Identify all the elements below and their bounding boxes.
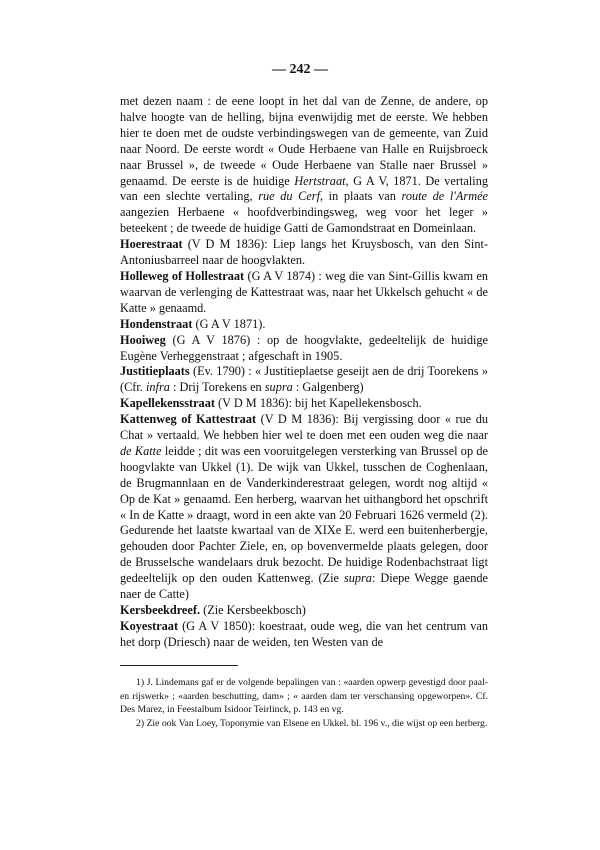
entry-text: : Diepe Wegge gaende naer de Catte)	[120, 571, 488, 602]
entry-heading: Hooiweg	[120, 332, 166, 347]
entry-holleweg	[120, 269, 488, 317]
entry-heading: Koyestraat	[120, 618, 179, 633]
text-run: met dezen naam : de eene loopt in het dal van de Zenne, de andere, op halve hoogte van de helling, bijna evenwijdig met de eerste. We hebben hier te doen met de oudste verbindingswegen van de gemeente, van Zuid naar Noord. De eerste wordt « Oude Herbaene van Halle en Ruijsbroeck naar Brussel », de tweede « Oude Herbaene van Stalle naer Brussel » genaamd. De eerste is de huidige	[120, 94, 488, 188]
italic-term: infra	[145, 380, 170, 395]
entry-heading: Justitieplaats	[120, 364, 190, 379]
italic-term: supra	[343, 571, 372, 586]
italic-term: route de l'Armée	[401, 189, 488, 204]
entry-kersbeekdreef	[120, 603, 488, 619]
entry-text: (Zie Kersbeekbosch)	[200, 603, 306, 617]
entry-heading: Hondenstraat	[120, 316, 193, 331]
text-run: aangezien Herbaene « hoofdverbindingsweg, weg voor het leger » beteekent ; de tweede de huidige Gatti de Gamondstraat en Domeinlaan.	[120, 205, 488, 236]
entry-heading: Hoerestraat	[120, 237, 183, 252]
entry-text: (V D M 1836): Liep langs het Kruysbosch, van den Sint-Antoniusbarreel naar de hoogvlakten.	[120, 237, 488, 268]
entry-koyestraat	[120, 619, 488, 651]
footnotes	[120, 676, 488, 730]
entry-heading: Holleweg of Hollestraat	[120, 268, 245, 283]
entry-text: (G A V 1876) : op de hoogvlakte, gedeeltelijk de huidige Eugène Verheggenstraat ; afgeschaft in 1905.	[120, 332, 488, 363]
entry-text: (G A V 1874) : weg die van Sint-Gillis kwam en waarvan de verlenging de Kattestraat was, naar het Ukkelsch gehucht « de Katte » genaamd.	[120, 268, 488, 315]
text-run: , in plaats van	[319, 189, 402, 204]
entry-text: (V D M 1836): Bij vergissing door « rue du Chat » vertaald. We hebben hier wel te doen met een ouden weg die naar	[120, 412, 489, 443]
entry-kapellekensstraat	[120, 396, 488, 412]
entry-hoerestraat	[120, 237, 488, 269]
entry-text: : Galgenberg)	[292, 380, 364, 395]
entry-text: (G A V 1850): koestraat, oude weg, die van het centrum van het dorp (Driesch) naar de weiden, ten Westen van de	[120, 618, 488, 649]
entry-kattenweg	[120, 412, 488, 603]
entry-heading: Kattenweg of Kattestraat	[120, 412, 257, 427]
footnote-divider	[120, 665, 238, 666]
entry-text: (Ev. 1790) : « Justitieplaetse geseijt aen de drij Toorekens » (Cfr.	[120, 364, 488, 395]
entry-text: (G A V 1871).	[192, 316, 266, 331]
paragraph-herbaene	[120, 94, 488, 237]
main-text	[120, 94, 488, 651]
entry-text: leidde ; dit was een vooruitgelegen versterking van Brussel op de hoogvlakte van Ukkel (1). De wijk van Ukkel, tusschen de Coghenlaan, de Brugmannlaan en de Vanderkinderestraat gelegen, wordt nog altijd « Op de Kat » genaamd. Een herberg, waarvan het uithangbord het opschrift « In de Katte » draagt, word in een akte van 20 Februari 1626 vermeld (2). Gedurende het laatste kwartaal van de XIXe E. werd een buitenherbergje, gehouden door Pachter Ziele, en, op bovenvermelde plaats gelegen, door de Brusselsche wandelaars druk bezocht. De huidige Rodenbachstraat ligt gedeeltelijk op den ouden Kattenweg. (Zie	[120, 443, 488, 586]
entry-justitieplaats	[120, 364, 488, 396]
italic-term: Hertstraat	[294, 173, 346, 188]
page-number: — 242 —	[272, 62, 328, 77]
entry-heading: Kapellekensstraat	[120, 396, 215, 411]
footnote-1: 1) J. Lindemans gaf er de volgende bepalingen van : «aarden opwerp gevestigd door paal- en rijswerk» ; «aarden beschutting, dam» ; « aarden dam ter verschansing opgeworpen». Cf. Des Marez, in Feestalbum Isidoor Teirlinck, p. 143 en vg.	[120, 677, 488, 716]
entry-hondenstraat	[120, 317, 488, 333]
italic-term: supra	[264, 380, 293, 395]
italic-term: rue du Cerf	[258, 189, 320, 204]
entry-text: : Drij Torekens en	[169, 380, 265, 395]
footnote-2: 2) Zie ook Van Loey, Toponymie van Elsene en Ukkel. bl. 196 v., die wijst op een herberg.	[136, 717, 488, 729]
text-run: , G A V, 1871. De vertaling van een slechte vertaling,	[120, 173, 488, 204]
entry-heading: Kersbeekdreef.	[120, 603, 201, 617]
entry-hooiweg	[120, 333, 488, 365]
italic-term: de Katte	[120, 443, 162, 458]
entry-text: (V D M 1836): bij het Kapellekensbosch.	[214, 396, 422, 411]
